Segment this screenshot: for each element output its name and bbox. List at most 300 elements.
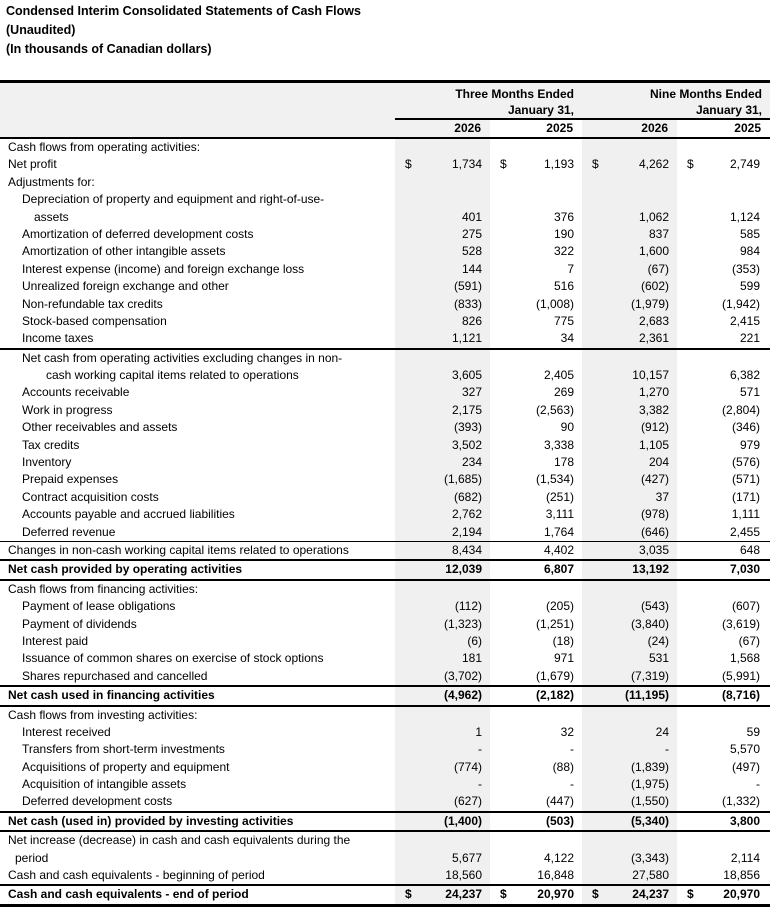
cell-value: (543) xyxy=(640,599,669,614)
cell-9m-2026 xyxy=(582,454,677,471)
cell-9m-2026 xyxy=(582,650,677,667)
table-row xyxy=(0,174,770,191)
cell-value: 24,237 xyxy=(632,887,669,902)
cell-9m-2025 xyxy=(677,850,770,867)
cell-value: 13,192 xyxy=(632,562,669,577)
cell-3m-2026 xyxy=(395,419,490,436)
cell-value: (3,840) xyxy=(630,616,669,631)
cell-9m-2026 xyxy=(582,506,677,523)
cell-value: (5,991) xyxy=(721,668,760,683)
cell-3m-2025 xyxy=(490,867,582,884)
cell-value: 327 xyxy=(461,385,482,400)
cell-3m-2025 xyxy=(490,598,582,615)
cell-3m-2025 xyxy=(490,633,582,650)
cell-value: 190 xyxy=(553,226,574,241)
cell-3m-2025 xyxy=(490,707,582,724)
cell-value: 6,807 xyxy=(543,562,574,577)
cell-9m-2026 xyxy=(582,402,677,419)
cell-value: (2,804) xyxy=(721,402,760,417)
cell-3m-2026 xyxy=(395,793,490,810)
cell-9m-2026 xyxy=(582,867,677,884)
cell-value: 204 xyxy=(648,455,669,470)
year-header-3m-2025: 2025 xyxy=(490,120,582,137)
header-subtitle-cells xyxy=(395,103,770,120)
cell-value: 3,338 xyxy=(543,437,574,452)
cell-3m-2026 xyxy=(395,561,490,578)
cell-value: 7 xyxy=(567,261,574,276)
cell-3m-2025 xyxy=(490,402,582,419)
cell-9m-2026 xyxy=(582,437,677,454)
cell-3m-2026 xyxy=(395,616,490,633)
cell-3m-2025 xyxy=(490,296,582,313)
column-group-three-months: Three Months Ended xyxy=(455,87,574,101)
cell-3m-2025 xyxy=(490,793,582,810)
cell-3m-2026 xyxy=(395,330,490,347)
cell-value: 2,114 xyxy=(730,850,760,865)
row-label: Shares repurchased and cancelled xyxy=(22,668,208,683)
cell-3m-2025 xyxy=(490,776,582,793)
cell-3m-2025 xyxy=(490,489,582,506)
year-header-3m-2026: 2026 xyxy=(454,121,481,135)
cell-value: (627) xyxy=(453,794,482,809)
row-label: Other receivables and assets xyxy=(22,420,178,435)
cell-value: 971 xyxy=(553,651,574,666)
cell-value: 1,600 xyxy=(638,244,669,259)
cell-value: (646) xyxy=(640,524,669,539)
cell-9m-2025 xyxy=(677,209,770,226)
cell-3m-2025 xyxy=(490,832,582,849)
cell-3m-2025 xyxy=(490,724,582,741)
cell-3m-2026 xyxy=(395,867,490,884)
cell-9m-2026 xyxy=(582,191,677,208)
cell-value: (427) xyxy=(640,472,669,487)
cell-9m-2026 xyxy=(582,793,677,810)
cell-9m-2026 xyxy=(582,471,677,488)
cell-3m-2025 xyxy=(490,350,582,367)
cell-value: 20,970 xyxy=(723,887,760,902)
cell-value: 376 xyxy=(553,209,574,224)
table-row xyxy=(0,191,770,208)
table-row xyxy=(0,139,770,156)
cell-3m-2026 xyxy=(395,489,490,506)
cell-9m-2026 xyxy=(582,243,677,260)
cell-3m-2026 xyxy=(395,633,490,650)
cell-9m-2026 xyxy=(582,776,677,793)
cell-value: 528 xyxy=(461,244,482,259)
year-header-9m-2025: 2025 xyxy=(677,120,770,137)
currency-symbol: $ xyxy=(405,157,412,172)
cell-3m-2025 xyxy=(490,384,582,401)
cell-value: (2,563) xyxy=(535,402,574,417)
cell-9m-2026 xyxy=(582,296,677,313)
table-row xyxy=(0,850,770,867)
row-label: Depreciation of property and equipment and right-of-use- xyxy=(22,192,325,207)
cell-value: (3,619) xyxy=(721,616,760,631)
cell-3m-2026 xyxy=(395,437,490,454)
cell-3m-2025 xyxy=(490,419,582,436)
cell-9m-2026 xyxy=(582,616,677,633)
cell-value: 3,382 xyxy=(638,402,669,417)
cell-3m-2025 xyxy=(490,471,582,488)
currency-symbol: $ xyxy=(687,887,694,902)
table-row xyxy=(0,209,770,226)
cell-3m-2025 xyxy=(490,454,582,471)
cell-value: (4,962) xyxy=(443,688,482,703)
cell-value: 401 xyxy=(461,209,482,224)
cell-value: 599 xyxy=(739,279,760,294)
cell-value: 5,677 xyxy=(451,850,482,865)
row-label: Deferred development costs xyxy=(22,794,173,809)
cell-9m-2026 xyxy=(582,209,677,226)
cell-3m-2026 xyxy=(395,156,490,173)
currency-symbol: $ xyxy=(405,887,412,902)
row-label: Cash and cash equivalents - beginning of period xyxy=(8,868,265,883)
cell-9m-2025 xyxy=(677,724,770,741)
table-row xyxy=(0,261,770,278)
row-label: Contract acquisition costs xyxy=(22,489,159,504)
cell-3m-2025 xyxy=(490,741,582,758)
cell-value: 221 xyxy=(739,331,760,346)
table-row xyxy=(0,668,770,685)
row-label: Payment of dividends xyxy=(22,616,137,631)
row-label: Interest received xyxy=(22,724,111,739)
cell-9m-2025 xyxy=(677,561,770,578)
cell-3m-2025 xyxy=(490,524,582,541)
cell-3m-2025 xyxy=(490,278,582,295)
table-row xyxy=(0,419,770,436)
cell-3m-2026 xyxy=(395,402,490,419)
cell-3m-2026 xyxy=(395,278,490,295)
cell-3m-2025 xyxy=(490,174,582,191)
cell-3m-2025 xyxy=(490,313,582,330)
cell-9m-2026 xyxy=(582,313,677,330)
cell-3m-2025 xyxy=(490,437,582,454)
cell-9m-2025 xyxy=(677,139,770,156)
cell-9m-2026 xyxy=(582,561,677,578)
cell-value: (1,550) xyxy=(630,794,669,809)
cell-value: (571) xyxy=(731,472,760,487)
cell-9m-2025 xyxy=(677,243,770,260)
cell-value: (3,343) xyxy=(630,850,669,865)
cell-9m-2026 xyxy=(582,489,677,506)
cell-3m-2026 xyxy=(395,581,490,598)
row-label: Non-refundable tax credits xyxy=(22,296,163,311)
row-label: Accounts payable and accrued liabilities xyxy=(22,507,235,522)
cell-3m-2026 xyxy=(395,741,490,758)
cell-3m-2026 xyxy=(395,813,490,830)
table-row xyxy=(0,541,770,559)
cell-value: 16,848 xyxy=(537,868,574,883)
table-row xyxy=(0,793,770,810)
cell-value: (205) xyxy=(545,599,574,614)
cell-value: 531 xyxy=(648,651,669,666)
cell-3m-2026 xyxy=(395,296,490,313)
cell-value: 181 xyxy=(461,651,482,666)
cell-3m-2026 xyxy=(395,209,490,226)
cell-value: (978) xyxy=(640,507,669,522)
row-label: Tax credits xyxy=(22,437,80,452)
cell-9m-2025 xyxy=(677,687,770,704)
cell-9m-2026 xyxy=(582,741,677,758)
cell-3m-2026 xyxy=(395,191,490,208)
row-label: Inventory xyxy=(22,455,72,470)
cell-value: 1,568 xyxy=(729,651,760,666)
cell-value: 1,105 xyxy=(638,437,669,452)
cell-value: 24 xyxy=(655,724,669,739)
cell-9m-2025 xyxy=(677,313,770,330)
cell-value: (774) xyxy=(453,759,482,774)
cell-9m-2025 xyxy=(677,707,770,724)
table-row xyxy=(0,367,770,384)
cell-9m-2026 xyxy=(582,724,677,741)
cell-3m-2026 xyxy=(395,759,490,776)
row-label: Unrealized foreign exchange and other xyxy=(22,279,229,294)
row-label: Transfers from short-term investments xyxy=(22,742,225,757)
table-row xyxy=(0,776,770,793)
cell-3m-2026 xyxy=(395,506,490,523)
row-label: Accounts receivable xyxy=(22,385,130,400)
cell-value: 34 xyxy=(560,331,574,346)
cell-value: (353) xyxy=(731,261,760,276)
cell-value: (1,400) xyxy=(443,813,482,828)
cell-9m-2026 xyxy=(582,668,677,685)
table-row xyxy=(0,296,770,313)
cell-value: (503) xyxy=(545,813,574,828)
header-year-row xyxy=(0,120,770,137)
cell-3m-2026 xyxy=(395,650,490,667)
cell-value: (607) xyxy=(731,599,760,614)
row-label: Adjustments for: xyxy=(8,174,95,189)
row-label: Issuance of common shares on exercise of stock options xyxy=(22,651,324,666)
row-label: period xyxy=(15,850,49,865)
cell-9m-2025 xyxy=(677,650,770,667)
table-row xyxy=(0,402,770,419)
cell-9m-2026 xyxy=(582,139,677,156)
table-row xyxy=(0,724,770,741)
cell-9m-2026 xyxy=(582,707,677,724)
currency-symbol: $ xyxy=(687,157,694,172)
cell-9m-2026 xyxy=(582,156,677,173)
cell-9m-2025 xyxy=(677,581,770,598)
cell-3m-2025 xyxy=(490,139,582,156)
table-row xyxy=(0,650,770,667)
cell-value: 1,062 xyxy=(638,209,669,224)
cell-value: 178 xyxy=(553,455,574,470)
cell-9m-2025 xyxy=(677,330,770,347)
cell-value: 90 xyxy=(560,420,574,435)
table-row xyxy=(0,884,770,903)
cell-value: (576) xyxy=(731,455,760,470)
header-subtitle-row xyxy=(0,103,770,120)
cell-value: 322 xyxy=(553,244,574,259)
cell-value: 3,800 xyxy=(729,813,760,828)
cell-9m-2025 xyxy=(677,886,770,903)
table-row xyxy=(0,330,770,347)
row-label: Changes in non-cash working capital items related to operations xyxy=(8,542,349,557)
cell-9m-2025 xyxy=(677,261,770,278)
cell-9m-2026 xyxy=(582,174,677,191)
table-row xyxy=(0,581,770,598)
table-row xyxy=(0,226,770,243)
cell-9m-2026 xyxy=(582,598,677,615)
table-row xyxy=(0,707,770,724)
cell-3m-2025 xyxy=(490,561,582,578)
cell-3m-2026 xyxy=(395,707,490,724)
cell-value: (67) xyxy=(738,633,760,648)
cell-9m-2025 xyxy=(677,296,770,313)
row-label: Prepaid expenses xyxy=(22,472,119,487)
cell-9m-2025 xyxy=(677,437,770,454)
cell-value: (682) xyxy=(453,489,482,504)
row-label: Net cash from operating activities excluding changes in non- xyxy=(22,350,343,365)
cell-value: 27,580 xyxy=(632,868,669,883)
cell-3m-2025 xyxy=(490,650,582,667)
row-label: Net profit xyxy=(8,157,57,172)
table-row xyxy=(0,616,770,633)
cell-value: (602) xyxy=(640,279,669,294)
cell-9m-2026 xyxy=(582,687,677,704)
cell-9m-2026 xyxy=(582,367,677,384)
cell-3m-2026 xyxy=(395,776,490,793)
cell-9m-2025 xyxy=(677,350,770,367)
cell-9m-2025 xyxy=(677,668,770,685)
row-label: Acquisitions of property and equipment xyxy=(22,759,230,774)
cell-3m-2025 xyxy=(490,367,582,384)
cell-9m-2026 xyxy=(582,330,677,347)
cell-value: (112) xyxy=(454,599,482,614)
row-label: Stock-based compensation xyxy=(22,313,167,328)
table-row xyxy=(0,559,770,580)
cell-value: 775 xyxy=(553,313,574,328)
cell-3m-2026 xyxy=(395,668,490,685)
cell-9m-2025 xyxy=(677,616,770,633)
row-label: Income taxes xyxy=(22,331,94,346)
year-header-9m-2026: 2026 xyxy=(641,121,668,135)
cell-value: - xyxy=(570,777,574,792)
cell-3m-2025 xyxy=(490,209,582,226)
cell-value: (1,679) xyxy=(535,668,574,683)
currency-symbol: $ xyxy=(592,157,599,172)
cell-9m-2026 xyxy=(582,832,677,849)
cell-3m-2026 xyxy=(395,832,490,849)
cell-value: 18,856 xyxy=(723,868,760,883)
table-row xyxy=(0,384,770,401)
cell-value: 18,560 xyxy=(445,868,482,883)
cell-value: (346) xyxy=(731,420,760,435)
subtitle-three-months: January 31, xyxy=(507,103,574,117)
table-row xyxy=(0,243,770,260)
row-label: Amortization of other intangible assets xyxy=(22,244,226,259)
cell-value: (1,251) xyxy=(535,616,574,631)
table-row xyxy=(0,867,770,884)
row-label: Interest expense (income) and foreign exchange loss xyxy=(22,261,305,276)
cell-value: 571 xyxy=(739,385,760,400)
cell-value: 1,124 xyxy=(729,209,760,224)
row-label: Work in progress xyxy=(22,402,113,417)
cell-3m-2025 xyxy=(490,668,582,685)
cell-value: (7,319) xyxy=(630,668,669,683)
cell-9m-2026 xyxy=(582,278,677,295)
cell-3m-2026 xyxy=(395,886,490,903)
cell-value: (88) xyxy=(552,759,574,774)
cell-value: (1,975) xyxy=(630,777,669,792)
cell-value: 1,111 xyxy=(731,507,760,522)
row-label: Net cash used in financing activities xyxy=(8,688,215,703)
table-row xyxy=(0,313,770,330)
cell-value: 984 xyxy=(739,244,760,259)
cell-value: (1,839) xyxy=(630,759,669,774)
header-label-spacer xyxy=(0,120,395,137)
cell-value: 1,193 xyxy=(543,157,574,172)
cash-flow-statement-table xyxy=(0,80,770,907)
cell-3m-2025 xyxy=(490,759,582,776)
cell-3m-2025 xyxy=(490,616,582,633)
table-row xyxy=(0,454,770,471)
cell-9m-2025 xyxy=(677,759,770,776)
cell-9m-2025 xyxy=(677,156,770,173)
currency-symbol: $ xyxy=(500,887,507,902)
table-row xyxy=(0,156,770,173)
document-title: Condensed Interim Consolidated Statements of Cash Flows xyxy=(6,4,361,18)
cell-3m-2025 xyxy=(490,687,582,704)
cell-value: (591) xyxy=(453,279,482,294)
row-label: Amortization of deferred development costs xyxy=(22,226,254,241)
cell-value: 1,734 xyxy=(451,157,482,172)
cell-3m-2026 xyxy=(395,524,490,541)
cell-value: - xyxy=(478,742,482,757)
cell-value: 1,270 xyxy=(638,385,669,400)
subtitle-nine-months: January 31, xyxy=(695,103,762,117)
cell-value: 10,157 xyxy=(632,368,669,383)
cell-3m-2026 xyxy=(395,724,490,741)
cell-3m-2025 xyxy=(490,506,582,523)
row-label: Net increase (decrease) in cash and cash equivalents during the xyxy=(8,833,351,848)
table-body xyxy=(0,139,770,907)
table-row xyxy=(0,759,770,776)
table-row xyxy=(0,598,770,615)
cell-9m-2026 xyxy=(582,633,677,650)
cell-9m-2026 xyxy=(582,384,677,401)
cell-value: (171) xyxy=(731,489,760,504)
cell-value: (1,979) xyxy=(630,296,669,311)
table-row xyxy=(0,811,770,832)
cell-9m-2025 xyxy=(677,489,770,506)
cell-value: 8,434 xyxy=(451,542,482,557)
table-row xyxy=(0,278,770,295)
cell-value: (1,942) xyxy=(721,296,760,311)
cell-9m-2025 xyxy=(677,598,770,615)
cell-value: 1,121 xyxy=(451,331,482,346)
cell-9m-2026 xyxy=(582,759,677,776)
cell-value: (1,332) xyxy=(721,794,760,809)
cell-9m-2025 xyxy=(677,633,770,650)
cell-3m-2025 xyxy=(490,581,582,598)
cell-value: 32 xyxy=(560,724,574,739)
cell-value: 826 xyxy=(461,313,482,328)
cell-value: (833) xyxy=(453,296,482,311)
cell-value: (1,323) xyxy=(443,616,482,631)
cell-value: 2,405 xyxy=(543,368,574,383)
cell-value: 2,683 xyxy=(638,313,669,328)
cell-3m-2026 xyxy=(395,174,490,191)
cell-9m-2025 xyxy=(677,367,770,384)
cell-value: 4,262 xyxy=(638,157,669,172)
cell-9m-2026 xyxy=(582,542,677,559)
cell-value: (6) xyxy=(467,633,482,648)
cell-9m-2026 xyxy=(582,850,677,867)
cell-value: 2,361 xyxy=(638,331,669,346)
row-label: Cash and cash equivalents - end of period xyxy=(8,887,249,902)
